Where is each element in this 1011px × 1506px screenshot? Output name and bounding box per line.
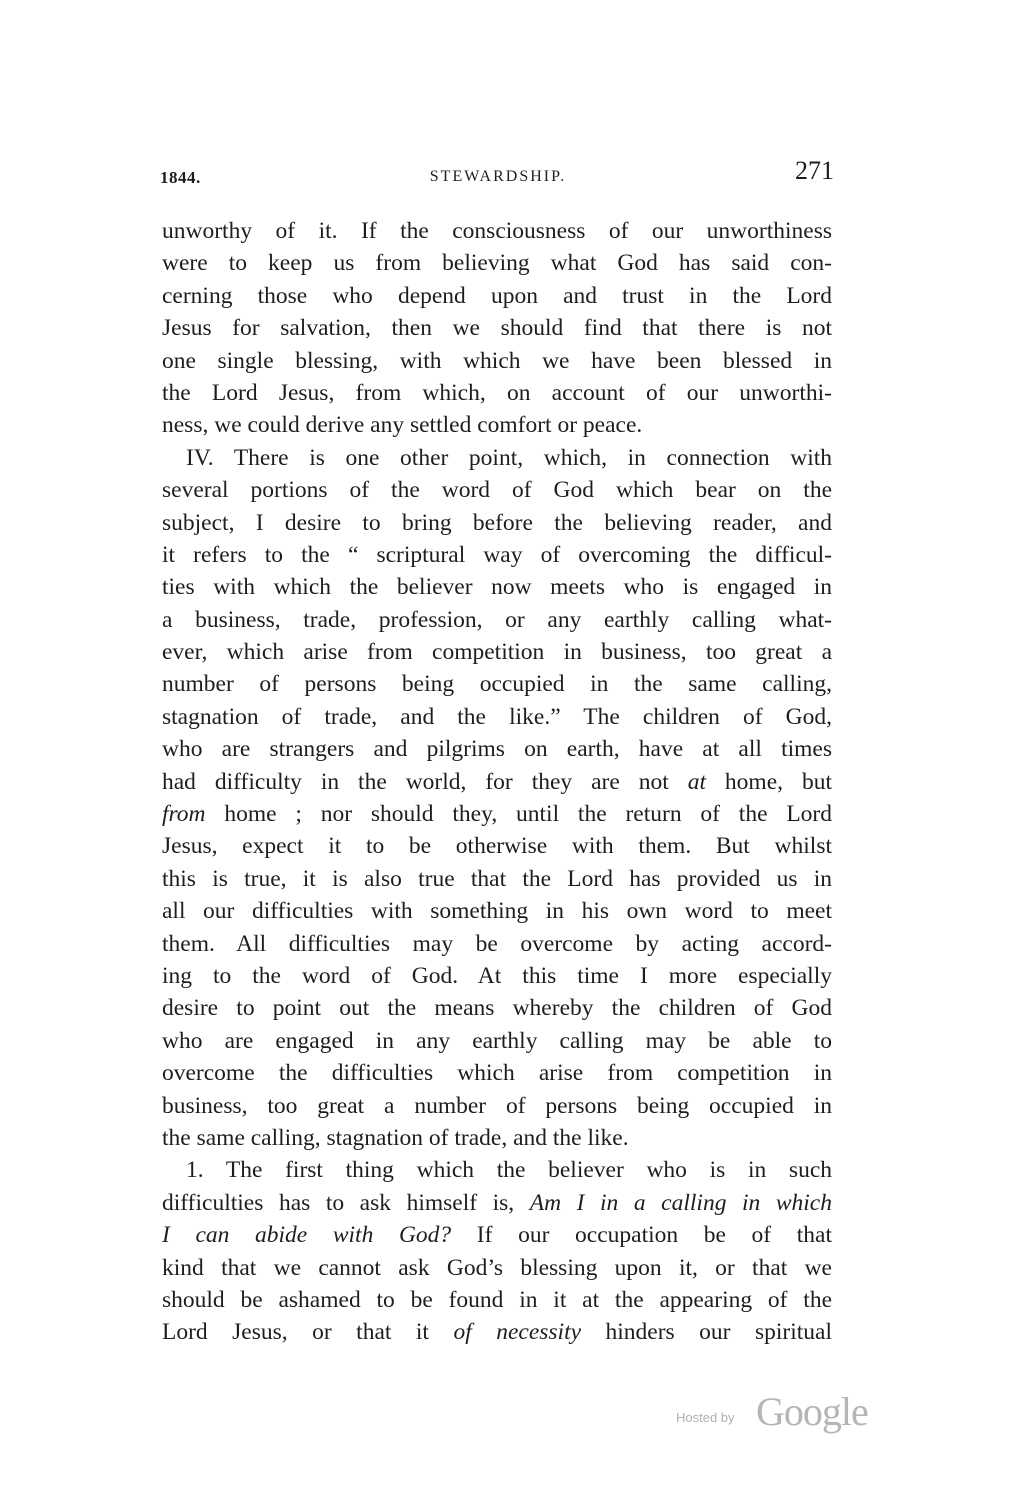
google-watermark	[676, 1388, 886, 1438]
text-line	[162, 766, 832, 798]
text-segment: the same calling, stagnation of trade, and the like.	[162, 1124, 629, 1151]
text-segment: difficulties has to ask himself is,	[162, 1189, 530, 1216]
text-segment: ing to the word of God. At this time I more especially	[162, 962, 832, 989]
text-line	[162, 409, 832, 441]
text-segment: it refers to the “ scriptural way of overcoming the difficul-	[162, 541, 832, 568]
text-segment: Jesus for salvation, then we should find that there is not	[162, 315, 832, 342]
text-segment: several portions of the word of God which bear on the	[162, 477, 832, 504]
italic-text: at	[687, 768, 706, 795]
text-segment: number of persons being occupied in the same calling,	[162, 671, 832, 698]
text-segment: IV. There is one other point, which, in connection with	[186, 444, 832, 471]
text-segment: had difficulty in the world, for they are not	[162, 768, 688, 795]
text-line	[162, 1154, 832, 1186]
text-segment: one single blessing, with which we have been blessed in	[162, 347, 832, 374]
body-text	[162, 215, 832, 1349]
text-segment: who are engaged in any earthly calling may be able to	[162, 1027, 832, 1054]
text-line	[162, 636, 832, 668]
running-header	[160, 158, 836, 194]
page-number: 271	[795, 156, 834, 185]
text-segment: desire to point out the means whereby the children of God	[162, 995, 832, 1022]
text-segment: ness, we could derive any settled comfort or peace.	[162, 412, 643, 439]
text-segment: this is true, it is also true that the Lord has provided us in	[162, 865, 832, 892]
text-segment: home ; nor should they, until the return of the Lord	[205, 801, 832, 828]
text-segment: stagnation of trade, and the like.” The children of God,	[162, 703, 832, 730]
italic-text: from	[162, 801, 206, 828]
text-segment: hinders our spiritual	[581, 1319, 832, 1346]
google-logo: Google	[756, 1389, 868, 1434]
text-segment: ties with which the believer now meets who is engaged in	[162, 574, 832, 601]
text-line	[162, 733, 832, 765]
text-segment: were to keep us from believing what God has said con-	[162, 250, 832, 277]
text-segment: should be ashamed to be found in it at the appearing of the	[162, 1286, 832, 1313]
text-segment: kind that we cannot ask God’s blessing upon it, or that we	[162, 1254, 832, 1281]
text-segment: If our occupation be of that	[451, 1222, 832, 1249]
text-line	[162, 247, 832, 279]
text-segment: them. All difficulties may be overcome by acting accord-	[162, 930, 832, 957]
text-segment: Lord Jesus, or that it	[162, 1319, 454, 1346]
italic-text: of necessity	[453, 1319, 582, 1346]
text-line	[162, 539, 832, 571]
text-line	[162, 1316, 832, 1348]
text-segment: business, too great a number of persons being occupied in	[162, 1092, 832, 1119]
text-line	[162, 928, 832, 960]
text-line	[162, 442, 832, 474]
text-line	[162, 280, 832, 312]
text-line	[162, 1025, 832, 1057]
text-line	[162, 895, 832, 927]
text-line	[162, 863, 832, 895]
text-line	[162, 1122, 832, 1154]
text-line	[162, 960, 832, 992]
text-line	[162, 604, 832, 636]
text-line	[162, 1090, 832, 1122]
text-segment: unworthy of it. If the consciousness of our unworthiness	[162, 218, 832, 244]
text-line	[162, 1187, 832, 1219]
text-segment: all our difficulties with something in his own word to meet	[162, 898, 832, 925]
text-line	[162, 312, 832, 344]
header-title: STEWARDSHIP.	[429, 168, 567, 185]
text-line	[162, 345, 832, 377]
text-line	[162, 668, 832, 700]
text-line	[162, 830, 832, 862]
text-segment: Jesus, expect it to be otherwise with them. But whilst	[162, 833, 832, 860]
text-line	[162, 377, 832, 409]
text-line	[162, 992, 832, 1024]
text-segment: 1. The first thing which the believer who is in such	[186, 1157, 832, 1184]
text-segment: overcome the difficulties which arise from competition in	[162, 1060, 832, 1087]
text-line	[162, 798, 832, 830]
text-line	[162, 507, 832, 539]
watermark-hosted-by: Hosted by	[676, 1410, 735, 1425]
text-line	[162, 571, 832, 603]
text-line	[162, 701, 832, 733]
text-segment: a business, trade, profession, or any earthly calling what-	[162, 606, 832, 633]
text-segment: subject, I desire to bring before the believing reader, and	[162, 509, 832, 536]
text-segment: home, but	[705, 768, 832, 795]
header-year: 1844.	[160, 168, 201, 187]
text-line	[162, 474, 832, 506]
text-segment: ever, which arise from competition in business, too great a	[162, 639, 832, 666]
text-line	[162, 1252, 832, 1284]
italic-text: Am I in a calling in which	[529, 1189, 832, 1216]
italic-text: I can abide with God?	[162, 1222, 452, 1249]
text-line	[162, 1284, 832, 1316]
text-segment: the Lord Jesus, from which, on account of our unworthi-	[162, 379, 832, 406]
text-line	[162, 1057, 832, 1089]
text-segment: who are strangers and pilgrims on earth, have at all times	[162, 736, 832, 763]
text-segment: cerning those who depend upon and trust in the Lord	[162, 282, 832, 309]
text-line	[162, 1219, 832, 1251]
text-line	[162, 215, 832, 247]
